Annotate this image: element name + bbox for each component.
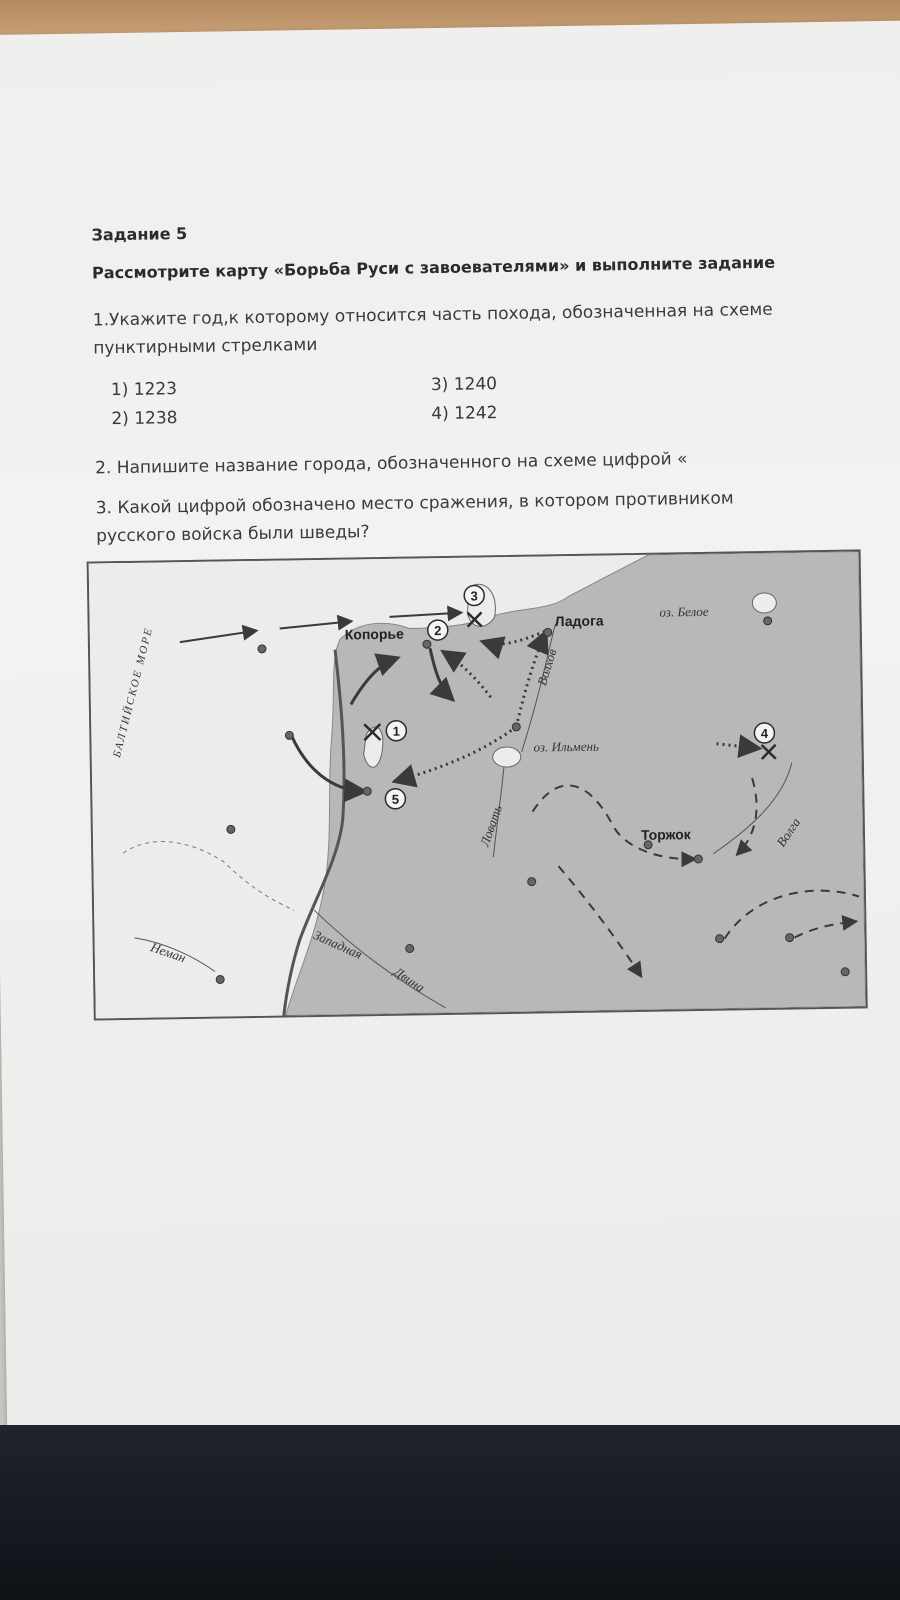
city-point bbox=[528, 878, 536, 886]
worksheet-content bbox=[91, 192, 851, 996]
city-point bbox=[786, 934, 794, 942]
historical-map bbox=[87, 549, 868, 1020]
label-torzhok: Торжок bbox=[640, 826, 691, 843]
lake-beloe bbox=[752, 593, 776, 613]
label-lovat: Ловать bbox=[476, 803, 505, 849]
marker-5: 5 bbox=[391, 791, 400, 807]
desk-background-bottom bbox=[0, 1425, 900, 1600]
city-point bbox=[258, 645, 266, 653]
city-point-pskov bbox=[363, 787, 371, 795]
city-point bbox=[716, 935, 724, 943]
label-volga: Волга bbox=[773, 814, 804, 850]
marker-2: 2 bbox=[434, 623, 442, 639]
task-intro: Рассмотрите карту «Борьба Руси с завоевателями» и выполните задание bbox=[91, 252, 776, 283]
lake-ilmen bbox=[493, 747, 521, 767]
city-point bbox=[227, 825, 235, 833]
question-3-line-1: 3. Какой цифрой обозначено место сражения, в котором противником bbox=[95, 488, 734, 519]
label-koporye: Копорье bbox=[344, 625, 404, 643]
option-4: 4) 1242 bbox=[431, 403, 498, 425]
option-1: 1) 1223 bbox=[110, 379, 178, 401]
option-3: 3) 1240 bbox=[430, 374, 498, 396]
city-point-novgorod bbox=[512, 723, 520, 731]
question-2: 2. Напишите название города, обозначенного на схеме цифрой « bbox=[95, 449, 688, 479]
map-drawing bbox=[89, 551, 866, 1018]
option-2: 2) 1238 bbox=[111, 408, 178, 430]
marker-3: 3 bbox=[470, 588, 478, 604]
marker-4: 4 bbox=[760, 725, 769, 742]
city-point bbox=[764, 617, 772, 625]
question-3-line-2: русского войска были шведы? bbox=[96, 522, 370, 547]
city-point-koporye bbox=[423, 640, 431, 648]
label-zapadnaya: Западная bbox=[311, 927, 365, 962]
worksheet-paper bbox=[0, 21, 900, 1440]
label-dvina: Двина bbox=[391, 963, 428, 996]
marker-1: 1 bbox=[392, 723, 401, 739]
question-1-line-2: пунктирными стрелками bbox=[93, 334, 318, 359]
city-point-ladoga bbox=[544, 628, 552, 636]
label-ladoga: Ладога bbox=[554, 612, 604, 630]
label-baltic-sea: БАЛТИЙСКОЕ МОРЕ bbox=[110, 625, 156, 759]
city-point bbox=[694, 855, 702, 863]
question-1-line-1: 1.Укажите год,к которому относится часть похода, обозначенная на схеме bbox=[92, 299, 773, 331]
label-lake-beloe: оз. Белое bbox=[659, 603, 709, 620]
label-lake-ilmen: оз. Ильмень bbox=[533, 738, 600, 755]
city-point bbox=[216, 975, 224, 983]
city-point bbox=[406, 944, 414, 952]
city-point bbox=[285, 731, 293, 739]
city-point bbox=[841, 968, 849, 976]
label-neman: Неман bbox=[148, 939, 188, 966]
label-volkhov: Волхов bbox=[534, 647, 560, 688]
task-title: Задание 5 bbox=[91, 223, 188, 245]
